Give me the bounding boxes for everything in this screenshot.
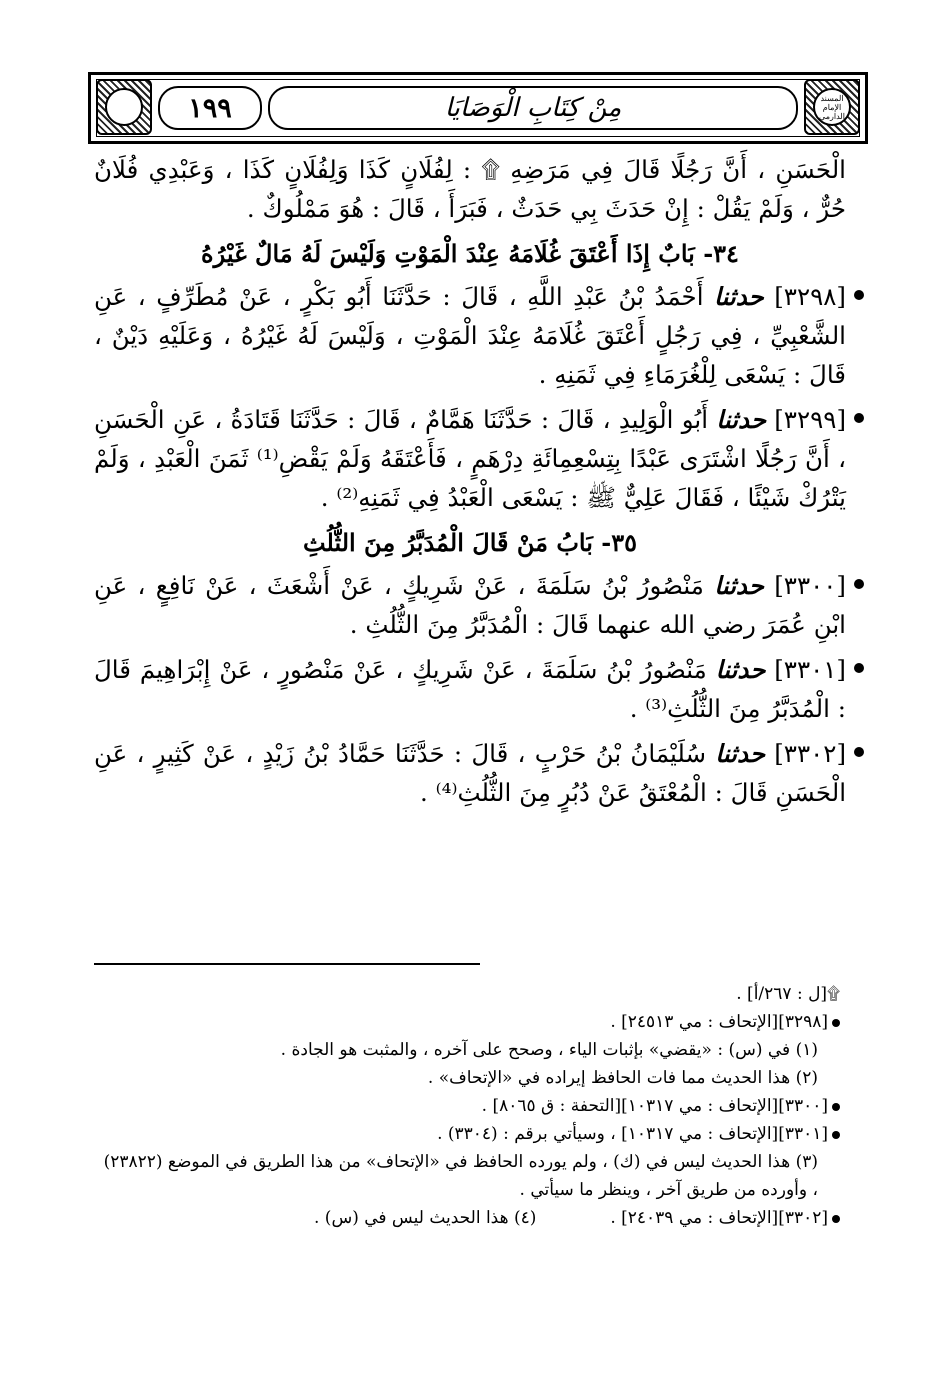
footnote-3302: [٣٣٠٢][الإتحاف : مي ٢٤٠٣٩] .	[610, 1204, 840, 1232]
hadith-number: [٣٢٩٨]	[774, 282, 846, 311]
bullet-icon	[854, 663, 864, 673]
footnote-divider	[94, 963, 480, 965]
footnote-3: (٣) هذا الحديث ليس في (ك) ، ولم يورده الحافظ في «الإتحاف» من هذا الطريق في الموضع (٢٣٨٢٢) ، وأورده من طريق آخر ، وينظر ما سيأتي .	[103, 1152, 818, 1200]
haddathana-label: حدثنا	[714, 571, 764, 600]
hadith-3300	[94, 566, 846, 644]
bullet-icon	[854, 579, 864, 589]
bullet-icon	[832, 1019, 840, 1027]
bullet-icon	[854, 747, 864, 757]
bullet-icon	[832, 1103, 840, 1111]
hadith-text: أَحْمَدُ بْنُ عَبْدِ اللَّهِ ، قَالَ : حَدَّثَنَا أَبُو بَكْرٍ ، عَنْ مُطَرِّفٍ ، عَنِ الشَّعْبِيِّ ، فِي رَجُلٍ أَعْتَقَ غُلَامَهُ عِنْدَ الْمَوْتِ ، وَلَيْسَ لَهُ غَيْرُهُ ، وَعَلَيْهِ دَيْنٌ ، قَالَ : يَسْعَى لِلْغُرَمَاءِ فِي ثَمَنِهِ .	[94, 282, 846, 389]
haddathana-label: حدثنا	[715, 739, 765, 768]
chapter-heading-34: ٣٤- بَابٌ إِذَا أَعْتَقَ غُلَامَهُ عِنْدَ الْمَوْتِ وَلَيْسَ لَهُ مَالٌ غَيْرُهُ	[201, 239, 739, 268]
paragraph-continued: الْحَسَنِ ، أَنَّ رَجُلًا قَالَ فِي مَرَضِهِ ۩ : لِفُلَانٍ كَذَا وَلِفُلَانٍ كَذَا ، وَعَبْدِي فُلَانٌ حُرٌّ ، وَلَمْ يَقُلْ : إِنْ حَدَثَ بِي حَدَثٌ ، فَبَرَأَ ، قَالَ : هُوَ مَمْلُوكٌ .	[94, 155, 846, 223]
hadith-number: [٣٣٠٠]	[774, 571, 846, 600]
footnote-3300: [٣٣٠٠][الإتحاف : مي ١٠٣١٧][التحفة : ق ٨٠٦٥] .	[94, 1092, 840, 1120]
chapter-heading-35: ٣٥- بَابُ مَنْ قَالَ الْمُدَبَّرُ مِنَ الثُّلُثِ	[302, 528, 638, 557]
footnote-4: (٤) هذا الحديث ليس في (س) .	[314, 1208, 537, 1228]
bullet-icon	[832, 1131, 840, 1139]
bullet-icon	[854, 413, 864, 423]
bullet-icon	[854, 290, 864, 300]
footnote-3301: [٣٣٠١][الإتحاف : مي ١٠٣١٧] ، وسيأتي برقم : (٣٣٠٤) .	[94, 1120, 840, 1148]
footnote-3302-row	[94, 1204, 840, 1232]
haddathana-label: حدثنا	[716, 405, 766, 434]
footnote-2: (٢) هذا الحديث مما فات الحافظ إيراده في «الإتحاف» .	[427, 1068, 818, 1088]
hadith-number: [٣٣٠٢]	[774, 739, 846, 768]
haddathana-label: حدثنا	[714, 282, 764, 311]
page-header	[88, 72, 868, 144]
book-title: مِنْ كِتَابِ الْوَصَايَا	[268, 86, 798, 130]
hadith-text: مَنْصُورُ بْنُ سَلَمَةَ ، عَنْ شَرِيكٍ ، عَنْ مَنْصُورٍ ، عَنْ إِبْرَاهِيمَ قَالَ : الْمُدَبَّرُ مِنَ الثُّلُثِ⁽³⁾ .	[94, 655, 846, 723]
emblem-left-icon	[96, 79, 152, 135]
hadith-text: سُلَيْمَانُ بْنُ حَرْبٍ ، قَالَ : حَدَّثَنَا حَمَّادُ بْنُ زَيْدٍ ، عَنْ كَثِيرٍ ، عَنِ الْحَسَنِ قَالَ : الْمُعْتَقُ عَنْ دُبُرٍ مِنَ الثُّلُثِ⁽⁴⁾ .	[94, 739, 846, 807]
footnotes	[94, 980, 840, 1232]
emblem-right-icon	[804, 79, 860, 135]
hadith-text: أَبُو الْوَلِيدِ ، قَالَ : حَدَّثَنَا هَمَّامٌ ، قَالَ : حَدَّثَنَا قَتَادَةُ ، عَنِ الْحَسَنِ ، أَنَّ رَجُلًا اشْتَرَى عَبْدًا بِتِسْعِمِائَةِ دِرْهَمٍ ، فَأَعْتَقَهُ وَلَمْ يَقْضِ⁽¹⁾ ثَمَنَ الْعَبْدِ ، وَلَمْ يَتْرُكْ شَيْئًا ، فَقَالَ عَلِيٌّ ﷺ : يَسْعَى الْعَبْدُ فِي ثَمَنِهِ⁽²⁾ .	[94, 405, 846, 512]
hadith-text: مَنْصُورُ بْنُ سَلَمَةَ ، عَنْ شَرِيكٍ ، عَنْ أَشْعَثَ ، عَنْ نَافِعٍ ، عَنِ ابْنِ عُمَرَ رضي الله عنهما قَالَ : الْمُدَبَّرُ مِنَ الثُّلُثِ .	[94, 571, 846, 639]
footnote-3298: [٣٢٩٨][الإتحاف : مي ٢٤٥١٣] .	[94, 1008, 840, 1036]
hadith-3299	[94, 400, 846, 517]
bullet-icon	[832, 1215, 840, 1223]
footnote-manuscript-ref: ۩[ل : ٢٦٧/أ] .	[736, 984, 840, 1004]
hadith-3298	[94, 277, 846, 394]
emblem-right-text: المسند الإمام الدارمي	[813, 88, 851, 126]
haddathana-label: حدثنا	[715, 655, 766, 684]
hadith-3301	[94, 650, 846, 728]
footnote-1: (١) في (س) : «يقضي» بإثبات الياء ، وصحح على آخره ، والمثبت هو الجادة .	[280, 1040, 818, 1060]
hadith-number: [٣٢٩٩]	[774, 405, 846, 434]
hadith-3302	[94, 734, 846, 812]
hadith-number: [٣٣٠١]	[774, 655, 846, 684]
main-text	[94, 150, 846, 812]
page-number: ١٩٩	[158, 86, 262, 130]
